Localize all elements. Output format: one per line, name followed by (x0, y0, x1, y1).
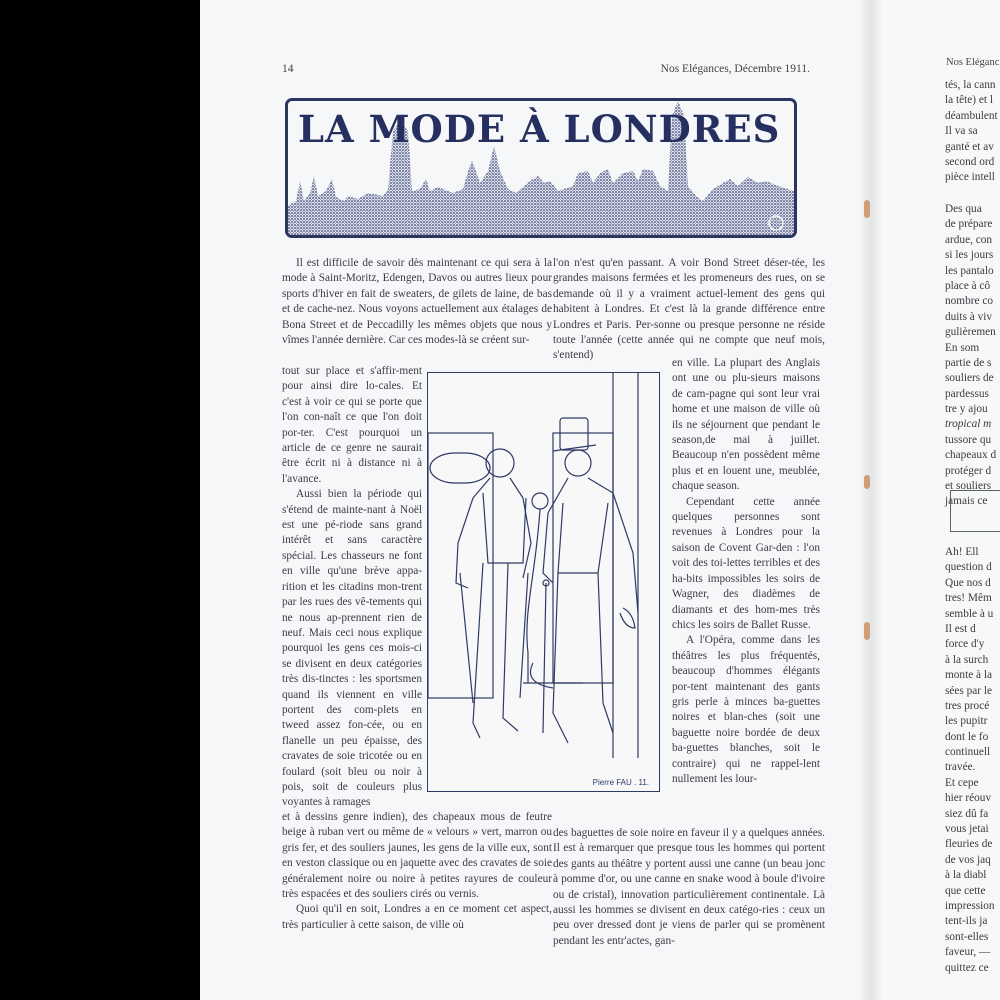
text-line: les pupitr (945, 715, 988, 728)
text-line: vous jetai (945, 823, 989, 836)
paragraph: Il est difficile de savoir dès maintenant ce qui sera à la mode à Saint-Moritz, Edengen, Davos ou autres lieux pour sports d'hiver en fait de sweaters, de gilets de laine, de bas et de cache-nez. Nous voyons actuellement aux étalages de Bona Street et de Peccadilly les mêmes objets que nous y vîmes l'année dernière. Car ces modes-là se créent sur- (282, 257, 552, 347)
text-line: partie de s (945, 356, 992, 369)
paragraph: Quoi qu'il en soit, Londres a en ce moment cet aspect, très particulier à cette saison, de ville où (282, 903, 552, 931)
paragraph: en ville. La plupart des Anglais ont une ou plu-sieurs maisons de cam-pagne qui sont leur vrai home et une maison de ville où ils ne séjournent que pendant le season,de mai à juillet. Beaucoup n'en possèdent même plus et en louent une, meublée, chaque season. (672, 357, 820, 493)
text-line: tropical m (945, 418, 992, 431)
decorative-ornament-icon (950, 490, 1000, 532)
text-line: les pantalo (945, 264, 994, 277)
text-line: pièce intell (945, 171, 995, 184)
right-running-head: Nos Eléganc (946, 57, 1000, 68)
text-line: tent-ils ja (945, 915, 988, 928)
text-line: dont le fo (945, 730, 989, 743)
paragraph: et à dessins genre indien), des chapeaux mous de feutre beige à ruban vert ou même de « velours » vert, marron ou gris fer, et des souliers jaunes, les gens de la ville eux, sont en veston classique ou en jaquette avec des cravates de soie généralement noire ou noire à petites rayures de couleur très espacées et des souliers cirés ou vernis. (282, 811, 552, 901)
text-line: nombre co (945, 295, 993, 308)
right-column-mid (945, 202, 996, 510)
text-line: à la diabl (945, 869, 987, 882)
text-line: Et cepe (945, 776, 979, 789)
text-line: impression (945, 899, 995, 912)
text-line: Ah! Ell (945, 546, 979, 558)
paragraph: Cependant cette année quelques personnes sont revenues à Londres pour la saison de Covent Gar-den : l'on voit des toi-lettes terribles et des ha-bits impossibles les soirs de Wagner, des diadèmes de diamants et des hom-mes très chics les soirs de Ballet Russe. (672, 495, 820, 631)
running-head: Nos Elégances, Décembre 1911. (660, 63, 810, 75)
banner-title: LA MODE À LONDRES (298, 107, 781, 151)
page-number: 14 (282, 63, 294, 75)
text-line: Il va sa (945, 125, 978, 138)
text-line: tres procé (945, 699, 990, 712)
paragraph: Aussi bien la période qui s'étend de mainte-nant à Noël est une pé-riode sans grand intérêt et sans caractère spécial. Les chasseurs ne font en ville qu'une brève appa-rition et les citadins mon-trent par les rues des vê-tements qui ne nous ap-prennent rien de neuf. Mais ceci nous explique pourquoi les gens ces mois-ci se divisent en deux catégories très dis-tinctes : les sportsmen quand ils viennent en ville portent des com-plets en tweed assez fon-cée, ou en flanelle un peu épaisse, des cravates de soie tricotée ou en foulard (soit bleu ou noir à pois, soit de couleurs plus voyantes à ramages (282, 488, 422, 809)
text-line: et souliers (945, 480, 992, 493)
paper-stain (864, 200, 870, 218)
text-line: monte à la (945, 669, 993, 682)
text-line: Il est d (945, 622, 976, 635)
text-line: hier réouv (945, 792, 992, 805)
text-line: sées par le (945, 684, 993, 697)
text-line: ardue, con (945, 233, 993, 246)
column-2-top (553, 256, 825, 364)
text-line: tre y ajou (945, 403, 988, 416)
paragraph: des baguettes de soie noire en faveur il y a quelques années. Il est à remarquer que presque tous les hommes qui portent des gants au théâtre y portent aussi une canne (un beau jonc à pomme d'or, ou une canne en snake wood à boule d'ivoire ou de cristal), innovation particulièrement continentale. Là aussi les hommes se divisent en deux catégo-ries : ceux un peu over dressed dont je viens de parler qui se promènent pendant les entr'actes, gan- (553, 827, 825, 947)
text-line: fleuries de (945, 838, 993, 851)
paragraph: l'on n'est qu'en passant. A voir Bond Street déser-tée, les grandes maisons fermées et les promeneurs des rues, on se demande où il y a vraiment actuel-lement des gens qui habitent à Londres. Et c'est là la grande différence entre Londres et Paris. Per-sonne ou presque personne ne réside toute l'année (cette année qui ne compte que neuf mois, s'entend) (553, 257, 825, 362)
text-line: Des qua (945, 203, 982, 215)
text-line: si les jours (945, 249, 994, 262)
text-line: la tête) et l (945, 94, 993, 107)
title-banner (285, 98, 797, 238)
text-line: déambulent (945, 109, 998, 122)
text-line: Que nos d (945, 576, 991, 589)
paragraph: A l'Opéra, comme dans les théâtres les plus fréquentés, beaucoup d'hommes élégants por-tent maintenant des gants gris perle à minces ba-guettes noires et blan-ches (soit une baguette noire bordée de deux ba-guettes blanches, soit le contraire) qui ne rappel-lent nullement les lour- (672, 634, 820, 785)
text-line: question d (945, 561, 992, 574)
text-line: force d'y (945, 638, 985, 651)
text-line: En som (945, 341, 980, 354)
text-line: protéger d (945, 464, 992, 477)
text-line: gulièremen (945, 326, 996, 339)
text-line: tussore qu (945, 433, 992, 446)
column-2-bottom (553, 826, 825, 949)
text-line: de prépare (945, 218, 993, 231)
fashion-illustration (427, 372, 660, 792)
right-column-bottom (945, 545, 995, 976)
text-line: tres! Mêm (945, 592, 992, 605)
column-1-top (282, 256, 552, 348)
column-1-bottom (282, 810, 552, 933)
page-gutter (860, 0, 882, 1000)
text-line: chapeaux d (945, 449, 997, 462)
right-column-top (945, 78, 998, 186)
artist-signature: Pierre FAU . 11. (592, 778, 649, 787)
text-line: duits à viv (945, 310, 993, 323)
text-line: pardessus (945, 387, 989, 400)
text-line: que cette (945, 884, 986, 897)
column-2-narrow (672, 356, 820, 787)
text-line: tés, la cann (945, 79, 996, 91)
text-line: semble à u (945, 607, 994, 620)
text-line: à la surch (945, 653, 989, 666)
text-line: siez dû fa (945, 807, 989, 820)
text-line: sont-elles (945, 930, 989, 943)
text-line: quittez ce (945, 961, 989, 974)
text-line: souliers de (945, 372, 994, 385)
text-line: continuell (945, 746, 991, 759)
paper-stain (864, 622, 870, 640)
text-line: travée. (945, 761, 976, 774)
text-line: faveur, — (945, 946, 991, 959)
text-line: de vos jaq (945, 853, 991, 866)
paragraph: tout sur place et s'affir-ment pour ainsi dire lo-cales. Et c'est à voir ce qui se porte que l'on con-naît ce que l'on doit por-ter. C'est pourquoi un article de ce genre ne saurait être écrit ni à distance ni à l'avance. (282, 365, 422, 485)
text-line: place à cô (945, 279, 991, 292)
two-gentlemen-icon (428, 373, 658, 790)
paper-stain (864, 475, 870, 489)
text-line: second ord (945, 155, 995, 168)
column-1-narrow (282, 364, 422, 811)
text-line: ganté et av (945, 140, 994, 153)
text-line: jamais ce (945, 495, 988, 508)
